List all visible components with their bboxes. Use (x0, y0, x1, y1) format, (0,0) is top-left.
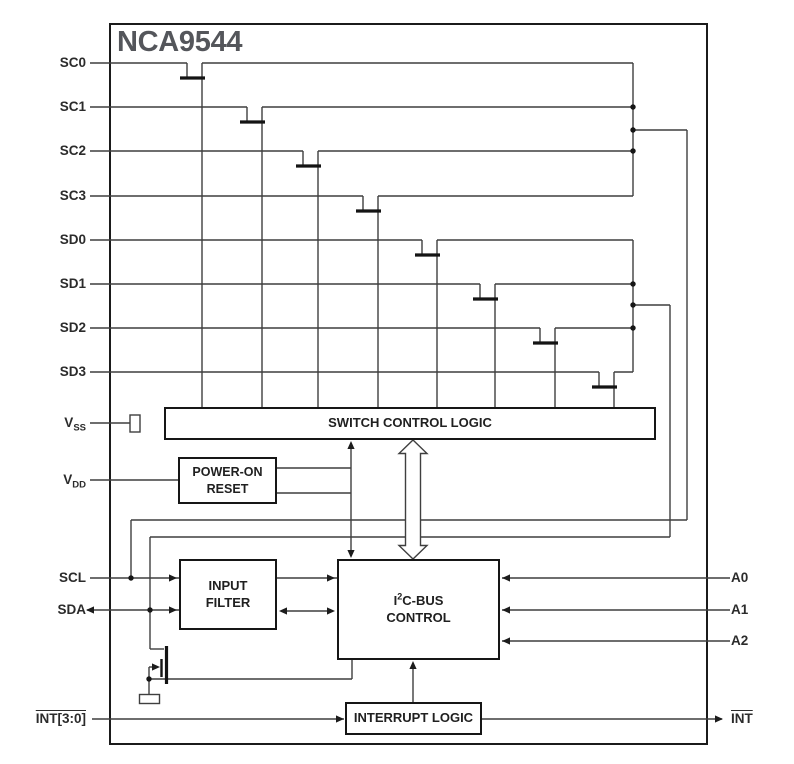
input-filter-label-line1: INPUT (208, 577, 248, 593)
pin-label-sda: SDA (57, 602, 86, 617)
input-filter-label-line2: FILTER (205, 594, 251, 610)
pin-label-a0: A0 (731, 570, 749, 585)
input-filter-block (179, 559, 277, 630)
interrupt-logic-label: INTERRUPT LOGIC (353, 710, 474, 726)
pin-label-vdd: $V_{DD}$ (63, 472, 86, 491)
switch-control-logic-block (164, 407, 656, 440)
pin-label-sd1: SD1 (59, 276, 86, 291)
pin-label-int30: INT[3:0] (35, 711, 86, 726)
switch-control-logic-label: SWITCH CONTROL LOGIC (328, 415, 492, 431)
pin-label-sc1: SC1 (59, 99, 86, 114)
power-on-reset-block (178, 457, 277, 504)
pin-label-int: $\overline{INT}$ (731, 711, 753, 726)
pin-label-sd3: SD3 (59, 364, 86, 379)
power-on-reset-label-line2: RESET (206, 481, 249, 496)
pin-label-sd0: SD0 (59, 232, 86, 247)
pin-label-sd2: SD2 (59, 320, 86, 335)
i2c-bus-control-block (337, 559, 500, 660)
pin-label-sc3: SC3 (59, 188, 86, 203)
i2c-bus-control-label-line1: $I^2C$-BUS (393, 591, 444, 608)
interrupt-logic-block (345, 702, 482, 735)
pin-label-sc0: SC0 (59, 55, 86, 70)
pin-label-vss: $V_{SS}$ (64, 415, 86, 434)
i2c-bus-control-label-line2: CONTROL (386, 609, 451, 625)
pin-label-a2: A2 (731, 633, 749, 648)
pin-label-sc2: SC2 (59, 143, 86, 158)
chip-title: NCA9544 (117, 26, 243, 58)
pin-label-scl: SCL (59, 570, 86, 585)
pin-label-a1: A1 (731, 602, 749, 617)
power-on-reset-label-line1: POWER-ON (192, 465, 263, 480)
